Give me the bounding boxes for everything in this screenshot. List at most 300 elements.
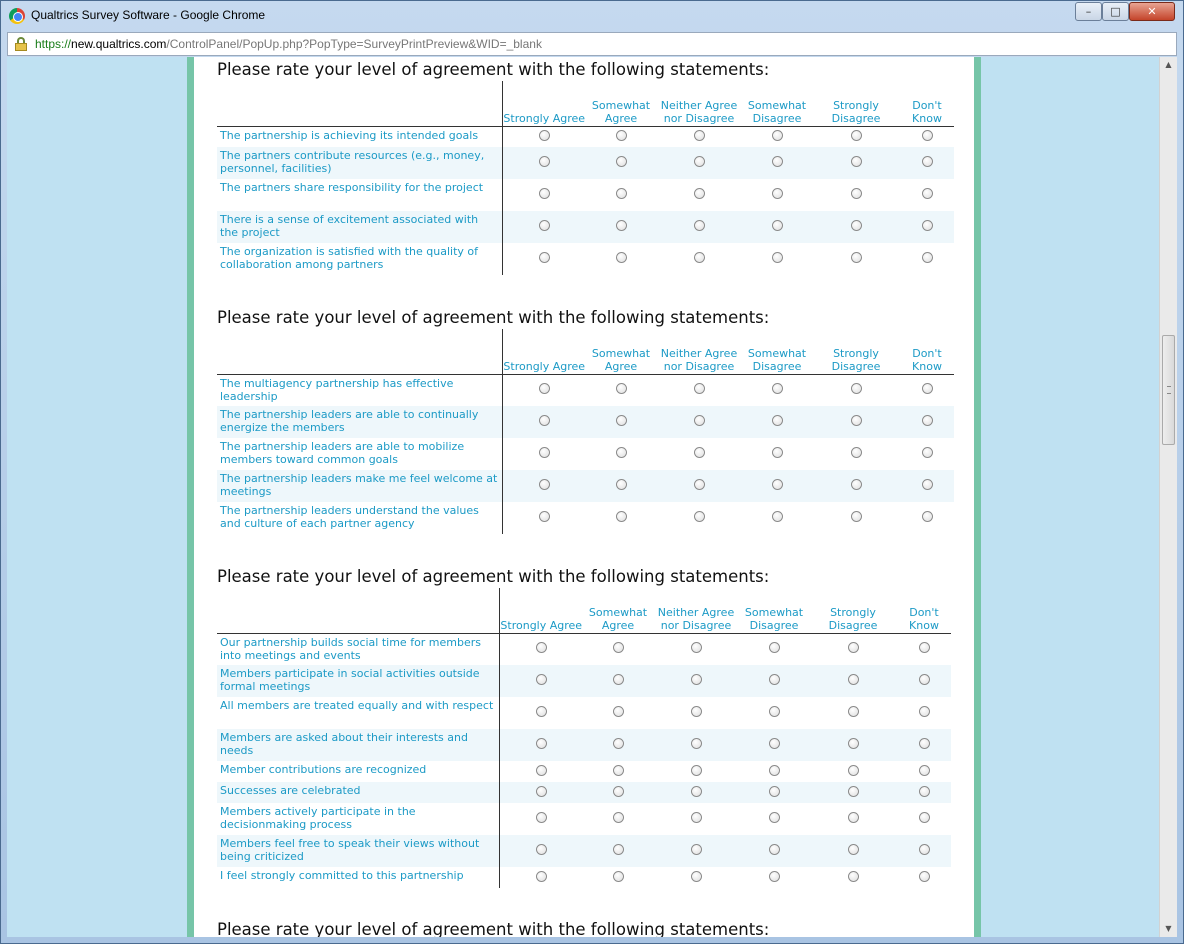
radio-button[interactable] [772,220,783,231]
radio-button[interactable] [769,706,780,717]
statement-row [217,803,951,835]
radio-cell [742,470,812,502]
radio-button[interactable] [851,188,862,199]
column-header: Strongly Disagree [831,346,881,373]
url-text[interactable] [35,33,542,55]
radio-button[interactable] [694,156,705,167]
column-header: Strongly Agree [503,111,586,125]
matrix-question [217,919,977,937]
matrix-table [217,81,954,275]
radio-cell [502,374,586,406]
radio-button[interactable] [694,252,705,263]
column-header: Somewhat Disagree [747,346,807,373]
radio-button[interactable] [919,812,930,823]
radio-button[interactable] [536,844,547,855]
statement-row [217,179,954,211]
radio-cell [809,835,897,867]
radio-button[interactable] [616,252,627,263]
radio-cell [656,243,742,275]
radio-cell [739,867,809,888]
radio-cell [653,803,739,835]
radio-cell [809,803,897,835]
radio-button[interactable] [848,765,859,776]
radio-button[interactable] [851,156,862,167]
radio-button[interactable] [772,383,783,394]
radio-button[interactable] [694,220,705,231]
question-title: Please rate your level of agreement with the following statements: [217,308,770,327]
radio-button[interactable] [772,130,783,141]
statement-row [217,374,954,406]
radio-button[interactable] [536,674,547,685]
radio-button[interactable] [772,252,783,263]
column-header: Neither Agree nor Disagree [657,605,735,632]
radio-cell [656,211,742,243]
radio-cell [739,761,809,782]
radio-cell [809,697,897,729]
radio-button[interactable] [772,447,783,458]
radio-cell [897,633,951,665]
radio-button[interactable] [922,383,933,394]
radio-button[interactable] [922,415,933,426]
radio-button[interactable] [922,479,933,490]
radio-button[interactable] [772,415,783,426]
radio-button[interactable] [694,415,705,426]
column-header: Don't Know [909,605,939,632]
radio-button[interactable] [539,383,550,394]
radio-button[interactable] [922,130,933,141]
radio-cell [502,211,586,243]
radio-button[interactable] [536,706,547,717]
maximize-button[interactable]: □ [1102,2,1129,21]
radio-cell [583,729,653,761]
radio-cell [742,179,812,211]
radio-cell [900,126,954,147]
statement-row [217,761,951,782]
radio-button[interactable] [772,511,783,522]
radio-button[interactable] [613,765,624,776]
radio-button[interactable] [694,188,705,199]
radio-button[interactable] [851,383,862,394]
radio-button[interactable] [616,220,627,231]
radio-button[interactable] [536,765,547,776]
radio-cell [897,782,951,803]
address-bar[interactable] [7,32,1177,56]
radio-cell [586,179,656,211]
radio-button[interactable] [919,871,930,882]
radio-button[interactable] [691,844,702,855]
radio-cell [583,867,653,888]
radio-button[interactable] [769,642,780,653]
radio-cell [900,502,954,534]
scroll-down-arrow-icon[interactable]: ▼ [1165,924,1172,933]
url-path: /ControlPanel/PopUp.php?PopType=SurveyPrintPreview&WID=_blank [166,37,542,51]
radio-cell [900,406,954,438]
radio-cell [583,697,653,729]
radio-cell [897,835,951,867]
window-title: Qualtrics Survey Software - Google Chrome [31,8,266,22]
radio-button[interactable] [851,220,862,231]
radio-cell [742,438,812,470]
question-title: Please rate your level of agreement with the following statements: [217,567,770,586]
radio-cell [897,665,951,697]
statement-row [217,438,954,470]
column-header: Neither Agree nor Disagree [660,98,738,125]
radio-button[interactable] [769,871,780,882]
radio-cell [499,867,583,888]
radio-button[interactable] [539,479,550,490]
statement-label: The partnership leaders are able to continually energize the members [217,406,502,438]
radio-cell [502,470,586,502]
column-header: Somewhat Disagree [747,98,807,125]
radio-button[interactable] [691,786,702,797]
radio-cell [502,406,586,438]
radio-cell [809,867,897,888]
statement-label: The organization is satisfied with the quality of collaboration among partners [217,243,502,275]
radio-button[interactable] [536,738,547,749]
radio-cell [656,179,742,211]
radio-cell [900,374,954,406]
radio-cell [502,243,586,275]
statement-label: Successes are celebrated [217,782,499,803]
radio-button[interactable] [851,447,862,458]
radio-button[interactable] [691,812,702,823]
radio-button[interactable] [919,844,930,855]
radio-button[interactable] [922,252,933,263]
radio-button[interactable] [851,511,862,522]
radio-button[interactable] [848,706,859,717]
radio-button[interactable] [539,447,550,458]
radio-cell [812,406,900,438]
radio-button[interactable] [848,738,859,749]
radio-cell [809,633,897,665]
radio-cell [583,665,653,697]
matrix-question [217,59,977,275]
radio-cell [897,697,951,729]
radio-button[interactable] [613,786,624,797]
radio-cell [742,374,812,406]
radio-cell [583,761,653,782]
radio-button[interactable] [919,738,930,749]
radio-cell [499,633,583,665]
radio-button[interactable] [922,447,933,458]
radio-cell [809,761,897,782]
radio-cell [656,374,742,406]
radio-button[interactable] [769,674,780,685]
column-header: Strongly Disagree [831,98,881,125]
statement-row [217,502,954,534]
radio-cell [656,438,742,470]
matrix-question [217,566,977,888]
column-header: Somewhat Agree [591,98,651,125]
radio-button[interactable] [616,383,627,394]
radio-button[interactable] [769,844,780,855]
radio-cell [739,782,809,803]
radio-button[interactable] [919,674,930,685]
statement-row [217,406,954,438]
scroll-up-arrow-icon[interactable]: ▲ [1165,60,1172,69]
radio-cell [812,374,900,406]
radio-cell [499,835,583,867]
radio-button[interactable] [694,479,705,490]
radio-button[interactable] [616,156,627,167]
radio-cell [900,438,954,470]
grip-icon [1167,386,1171,394]
minimize-button[interactable]: – [1075,2,1102,21]
radio-cell [656,470,742,502]
radio-button[interactable] [691,674,702,685]
statement-row [217,835,951,867]
radio-button[interactable] [613,812,624,823]
statement-label: Members participate in social activities outside formal meetings [217,665,499,697]
radio-button[interactable] [922,220,933,231]
radio-cell [586,438,656,470]
radio-cell [897,761,951,782]
radio-cell [739,803,809,835]
radio-cell [809,729,897,761]
matrix-table [217,588,951,888]
radio-cell [742,211,812,243]
radio-cell [742,406,812,438]
radio-button[interactable] [769,786,780,797]
radio-cell [812,179,900,211]
radio-cell [812,243,900,275]
radio-button[interactable] [691,738,702,749]
radio-button[interactable] [536,786,547,797]
radio-button[interactable] [691,765,702,776]
statement-row [217,211,954,243]
radio-cell [583,782,653,803]
radio-button[interactable] [694,447,705,458]
radio-cell [502,438,586,470]
radio-cell [653,867,739,888]
statement-label: Members feel free to speak their views without being criticized [217,835,499,867]
column-header: Somewhat Agree [588,605,648,632]
radio-button[interactable] [848,871,859,882]
radio-button[interactable] [613,706,624,717]
radio-cell [502,147,586,179]
radio-cell [502,126,586,147]
radio-cell [586,243,656,275]
radio-button[interactable] [613,844,624,855]
radio-button[interactable] [922,188,933,199]
radio-button[interactable] [848,786,859,797]
statement-label: The partnership leaders make me feel welcome at meetings [217,470,502,502]
radio-cell [656,406,742,438]
radio-cell [499,665,583,697]
radio-cell [900,470,954,502]
header-corner [217,81,502,126]
statement-label: Member contributions are recognized [217,761,499,782]
statement-label: The multiagency partnership has effective leadership [217,374,502,406]
radio-cell [583,835,653,867]
statement-label: Members actively participate in the decisionmaking process [217,803,499,835]
radio-button[interactable] [851,415,862,426]
radio-cell [583,803,653,835]
radio-button[interactable] [539,511,550,522]
statement-label: The partners contribute resources (e.g., money, personnel, facilities) [217,147,502,179]
statement-row [217,867,951,888]
radio-cell [739,633,809,665]
radio-cell [653,697,739,729]
close-button[interactable]: ✕ [1129,2,1175,21]
radio-button[interactable] [694,130,705,141]
radio-button[interactable] [613,642,624,653]
radio-button[interactable] [694,383,705,394]
radio-button[interactable] [772,188,783,199]
column-header: Somewhat Disagree [744,605,804,632]
radio-button[interactable] [691,871,702,882]
radio-button[interactable] [539,415,550,426]
radio-button[interactable] [616,511,627,522]
radio-cell [586,126,656,147]
radio-button[interactable] [694,511,705,522]
radio-cell [897,867,951,888]
radio-button[interactable] [919,786,930,797]
radio-button[interactable] [616,447,627,458]
statement-row [217,470,954,502]
radio-button[interactable] [539,220,550,231]
radio-cell [653,761,739,782]
radio-cell [742,126,812,147]
radio-button[interactable] [613,871,624,882]
radio-button[interactable] [616,130,627,141]
column-header: Don't Know [912,98,942,125]
statement-label: The partnership leaders are able to mobilize members toward common goals [217,438,502,470]
radio-cell [586,211,656,243]
header-corner [217,329,502,374]
radio-cell [502,179,586,211]
radio-cell [653,835,739,867]
radio-button[interactable] [851,252,862,263]
statement-label: The partnership leaders understand the values and culture of each partner agency [217,502,502,534]
radio-button[interactable] [539,130,550,141]
radio-button[interactable] [691,642,702,653]
url-scheme: https:// [35,37,72,51]
radio-button[interactable] [769,765,780,776]
radio-button[interactable] [919,642,930,653]
radio-cell [583,633,653,665]
radio-cell [653,633,739,665]
radio-button[interactable] [848,812,859,823]
radio-cell [900,211,954,243]
radio-button[interactable] [772,479,783,490]
radio-cell [586,147,656,179]
radio-cell [653,665,739,697]
radio-button[interactable] [919,706,930,717]
radio-cell [499,729,583,761]
radio-cell [656,147,742,179]
radio-cell [742,243,812,275]
radio-button[interactable] [539,188,550,199]
radio-button[interactable] [848,674,859,685]
radio-cell [739,697,809,729]
radio-cell [499,803,583,835]
matrix-question [217,307,977,534]
radio-cell [499,782,583,803]
statement-row [217,243,954,275]
column-header: Strongly Agree [500,618,583,632]
radio-button[interactable] [769,738,780,749]
radio-cell [586,406,656,438]
column-header: Don't Know [912,346,942,373]
statement-label: There is a sense of excitement associated with the project [217,211,502,243]
radio-cell [742,502,812,534]
radio-button[interactable] [536,812,547,823]
radio-button[interactable] [539,156,550,167]
radio-button[interactable] [536,642,547,653]
statement-row [217,782,951,803]
radio-cell [812,211,900,243]
radio-cell [742,147,812,179]
radio-button[interactable] [616,415,627,426]
radio-cell [812,470,900,502]
radio-button[interactable] [772,156,783,167]
radio-cell [739,665,809,697]
url-host: new.qualtrics.com [71,37,167,51]
radio-cell [809,782,897,803]
radio-button[interactable] [848,642,859,653]
radio-button[interactable] [536,871,547,882]
radio-button[interactable] [539,252,550,263]
radio-cell [900,243,954,275]
statement-label: Our partnership builds social time for members into meetings and events [217,633,499,665]
radio-cell [900,179,954,211]
radio-button[interactable] [922,156,933,167]
radio-button[interactable] [848,844,859,855]
radio-cell [739,835,809,867]
radio-cell [653,729,739,761]
radio-button[interactable] [613,674,624,685]
radio-button[interactable] [769,812,780,823]
radio-button[interactable] [691,706,702,717]
vertical-scrollbar[interactable] [1159,57,1177,937]
radio-cell [812,126,900,147]
radio-button[interactable] [851,130,862,141]
radio-cell [502,502,586,534]
radio-cell [656,126,742,147]
statement-row [217,126,954,147]
question-title: Please rate your level of agreement with the following statements: [217,60,770,79]
radio-button[interactable] [851,479,862,490]
chrome-logo-icon [9,8,25,24]
radio-cell [586,502,656,534]
statement-label: The partners share responsibility for the project [217,179,502,211]
radio-button[interactable] [919,765,930,776]
question-title: Please rate your level of agreement with the following statements: [217,920,770,937]
radio-cell [809,665,897,697]
radio-button[interactable] [616,479,627,490]
lock-icon [15,37,27,51]
radio-cell [812,438,900,470]
radio-cell [499,697,583,729]
statement-row [217,147,954,179]
radio-cell [653,782,739,803]
title-bar [1,1,1184,31]
statement-label: I feel strongly committed to this partnership [217,867,499,888]
statement-row [217,697,951,729]
statement-label: Members are asked about their interests and needs [217,729,499,761]
radio-cell [739,729,809,761]
radio-cell [897,729,951,761]
radio-cell [900,147,954,179]
radio-cell [812,502,900,534]
radio-button[interactable] [616,188,627,199]
matrix-table [217,329,954,534]
column-header: Somewhat Agree [591,346,651,373]
scroll-thumb[interactable] [1162,335,1175,445]
radio-button[interactable] [613,738,624,749]
radio-button[interactable] [922,511,933,522]
